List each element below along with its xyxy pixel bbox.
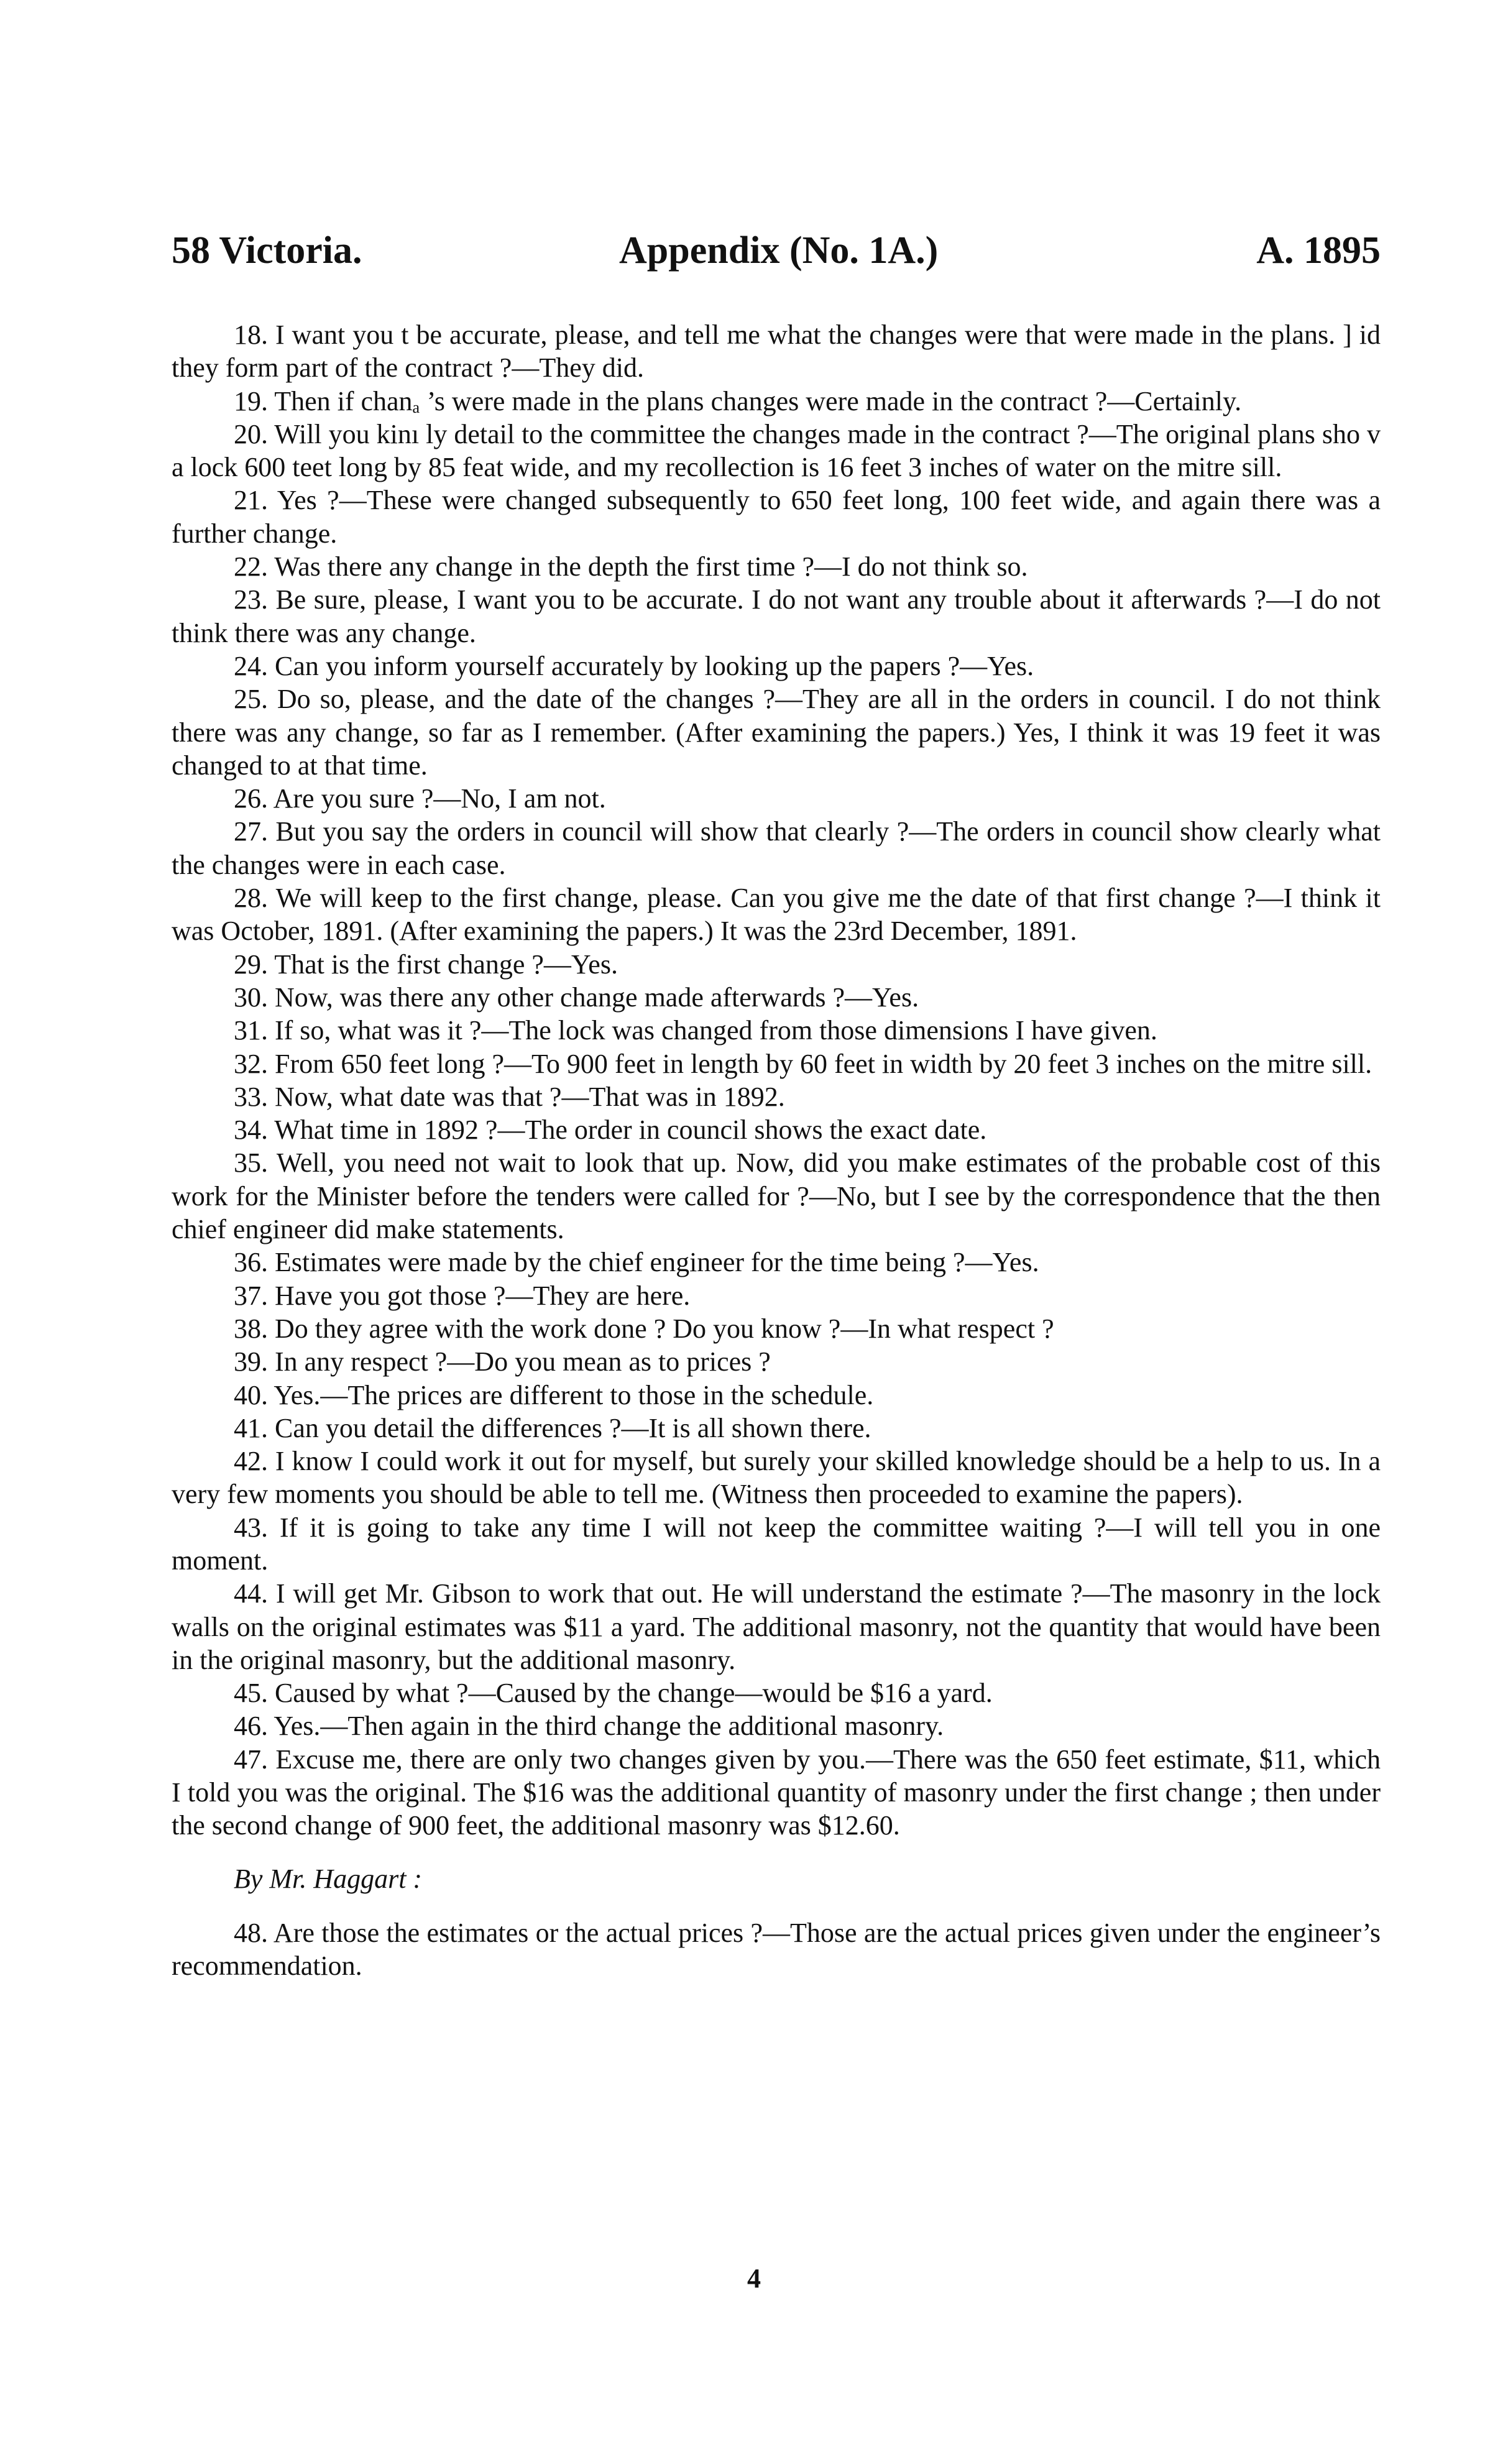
paragraph-32: 32. From 650 feet long ?—To 900 feet in length by 60 feet in width by 20 feet 3 inches on the mitre sill. — [234, 1048, 1372, 1079]
paragraph-28: 28. We will keep to the first change, please. Can you give me the date of that first change ?—I think it was October, 1891. (After examining the papers.) It was the 23rd December, 1891. — [172, 883, 1381, 947]
testimony-body — [172, 318, 1381, 1983]
paragraph-34: 34. What time in 1892 ?—The order in council shows the exact date. — [234, 1115, 987, 1146]
header-session: 58 Victoria. — [172, 229, 362, 272]
paragraph-40: 40. Yes.—The prices are different to those in the schedule. — [234, 1379, 874, 1410]
paragraph-42: 42. I know I could work it out for myself, but surely your skilled knowledge should be a help to us. In a very few moments you should be able to tell me. (Witness then proceeded to examine the papers). — [172, 1446, 1381, 1510]
paragraph-29: 29. That is the first change ?—Yes. — [234, 949, 618, 980]
paragraph-23: 23. Be sure, please, I want you to be accurate. I do not want any trouble about it afterwards ?—I do not think there was any change. — [172, 584, 1381, 648]
paragraph-26: 26. Are you sure ?—No, I am not. — [234, 783, 606, 814]
paragraph-35: 35. Well, you need not wait to look that up. Now, did you make estimates of the probable cost of this work for the Minister before the tenders were called for ?—No, but I see by the correspondence that the then chief engineer did make statements. — [172, 1147, 1381, 1245]
paragraph-45: 45. Caused by what ?—Caused by the change—would be $16 a yard. — [234, 1678, 993, 1709]
paragraph-19: 19. Then if chanₐ ’s were made in the plans changes were made in the contract ?—Certainly. — [234, 385, 1242, 416]
paragraph-24: 24. Can you inform yourself accurately by looking up the papers ?—Yes. — [234, 650, 1034, 681]
paragraph-20: 20. Will you kinı ly detail to the committee the changes made in the contract ?—The original plans sho v a lock 600 teet long by 85 feat wide, and my recollection is 16 feet 3 inches of water on the mitre sill. — [172, 418, 1381, 483]
paragraph-21: 21. Yes ?—These were changed subsequently to 650 feet long, 100 feet wide, and again there was a further change. — [172, 485, 1381, 549]
paragraph-48: 48. Are those the estimates or the actual prices ?—Those are the actual prices given under the engineer’s recommendation. — [172, 1917, 1381, 1982]
paragraph-44: 44. I will get Mr. Gibson to work that out. He will understand the estimate ?—The masonry in the lock walls on the original estimates was $11 a yard. The additional masonry, not the quantity that would have been in the original masonry, but the additional masonry. — [172, 1578, 1381, 1675]
paragraph-36: 36. Estimates were made by the chief engineer for the time being ?—Yes. — [234, 1247, 1039, 1278]
header-year: A. 1895 — [1256, 229, 1381, 272]
paragraph-41: 41. Can you detail the differences ?—It is all shown there. — [234, 1412, 871, 1443]
page-number: 4 — [747, 2263, 761, 2294]
paragraph-18: 18. I want you t be accurate, please, and tell me what the changes were that were made in the plans. ] id they form part of the contract ?—They did. — [172, 319, 1381, 384]
paragraph-27: 27. But you say the orders in council will show that clearly ?—The orders in council show clearly what the changes were in each case. — [172, 816, 1381, 880]
paragraph-46: 46. Yes.—Then again in the third change the additional masonry. — [234, 1711, 944, 1742]
paragraph-38: 38. Do they agree with the work done ? Do you know ?—In what respect ? — [234, 1313, 1054, 1344]
paragraph-25: 25. Do so, please, and the date of the changes ?—They are all in the orders in council. I do not think there was any change, so far as I remember. (After examining the papers.) Yes, I think it was 19 feet it was changed to at that time. — [172, 684, 1381, 781]
paragraph-39: 39. In any respect ?—Do you mean as to prices ? — [234, 1346, 771, 1377]
page-header — [172, 229, 1381, 285]
header-appendix: Appendix (No. 1A.) — [619, 229, 939, 272]
paragraph-33: 33. Now, what date was that ?—That was in 1892. — [234, 1081, 785, 1112]
paragraph-30: 30. Now, was there any other change made afterwards ?—Yes. — [234, 981, 919, 1013]
paragraph-31: 31. If so, what was it ?—The lock was changed from those dimensions I have given. — [234, 1015, 1157, 1046]
paragraph-43: 43. If it is going to take any time I will not keep the committee waiting ?—I will tell you in one moment. — [172, 1512, 1381, 1576]
paragraph-37: 37. Have you got those ?—They are here. — [234, 1280, 691, 1311]
paragraph-22: 22. Was there any change in the depth the first time ?—I do not think so. — [234, 551, 1028, 582]
speaker-byline: By Mr. Haggart : — [234, 1863, 423, 1894]
paragraph-47: 47. Excuse me, there are only two changes given by you.—There was the 650 feet estimate, $11, which I told you was the original. The $16 was the additional quantity of masonry under the first change ; then under the second change of 900 feet, the additional masonry was $12.60. — [172, 1744, 1381, 1841]
